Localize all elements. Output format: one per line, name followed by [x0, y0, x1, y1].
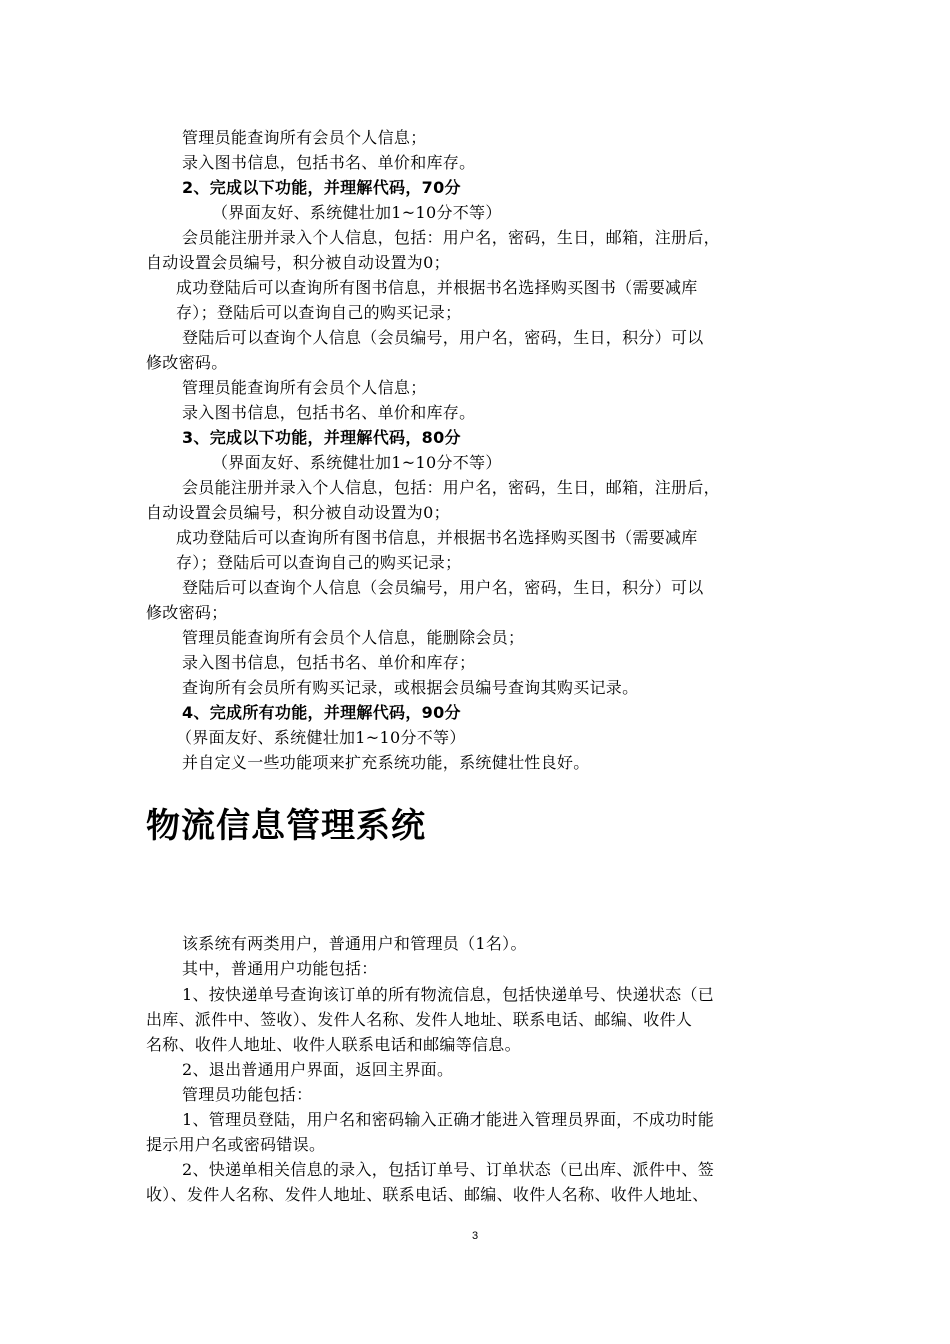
text-line: 2、退出普通用户界面，返回主界面。 — [182, 1060, 454, 1079]
text-line: 会员能注册并录入个人信息，包括：用户名，密码，生日，邮箱，注册后， — [182, 478, 720, 497]
text-line: 查询所有会员所有购买记录，或根据会员编号查询其购买记录。 — [182, 678, 639, 697]
text-line: 1、按快递单号查询该订单的所有物流信息，包括快递单号、快递状态（已 — [182, 985, 715, 1004]
text-line: 登陆后可以查询个人信息（会员编号，用户名，密码，生日，积分）可以 — [182, 578, 704, 597]
text-line: （界面友好、系统健壮加1~10分不等） — [212, 453, 502, 472]
text-line: 修改密码； — [146, 603, 228, 622]
text-line: 录入图书信息，包括书名、单价和库存。 — [182, 403, 476, 422]
text-line: 录入图书信息，包括书名、单价和库存。 — [182, 153, 476, 172]
text-line: 会员能注册并录入个人信息，包括：用户名，密码，生日，邮箱，注册后， — [182, 228, 720, 247]
text-line: （界面友好、系统健壮加1~10分不等） — [212, 203, 502, 222]
text-line: 并自定义一些功能项来扩充系统功能，系统健壮性良好。 — [182, 753, 590, 772]
text-line: 成功登陆后可以查询所有图书信息，并根据书名选择购买图书（需要减库 — [176, 528, 698, 547]
text-line: 1、管理员登陆，用户名和密码输入正确才能进入管理员界面，不成功时能 — [182, 1110, 715, 1129]
item-heading: 2、完成以下功能，并理解代码，70分 — [182, 178, 461, 197]
text-line: 管理员能查询所有会员个人信息； — [182, 128, 427, 147]
text-line: 收）、发件人名称、发件人地址、联系电话、邮编、收件人名称、收件人地址、 — [146, 1185, 709, 1204]
item-heading: 3、完成以下功能，并理解代码，80分 — [182, 428, 461, 447]
text-line: 管理员能查询所有会员个人信息； — [182, 378, 427, 397]
text-line: 修改密码。 — [146, 353, 228, 372]
page-number: 3 — [471, 1230, 479, 1242]
text-line: 提示用户名或密码错误。 — [146, 1135, 326, 1154]
text-line: 2、快递单相关信息的录入，包括订单号、订单状态（已出库、派件中、签 — [182, 1160, 715, 1179]
text-line: 存）；登陆后可以查询自己的购买记录； — [176, 553, 462, 572]
text-line: 自动设置会员编号，积分被自动设置为0； — [146, 503, 450, 522]
text-line: 录入图书信息，包括书名、单价和库存； — [182, 653, 476, 672]
text-line: 该系统有两类用户，普通用户和管理员（1名）。 — [182, 934, 527, 953]
item-heading: 4、完成所有功能，并理解代码，90分 — [182, 703, 461, 722]
text-line: 成功登陆后可以查询所有图书信息，并根据书名选择购买图书（需要减库 — [176, 278, 698, 297]
text-line: 登陆后可以查询个人信息（会员编号，用户名，密码，生日，积分）可以 — [182, 328, 704, 347]
text-line: 自动设置会员编号，积分被自动设置为0； — [146, 253, 450, 272]
text-line: 管理员功能包括： — [182, 1085, 313, 1104]
section-title: 物流信息管理系统 — [146, 806, 426, 846]
text-line: 存）；登陆后可以查询自己的购买记录； — [176, 303, 462, 322]
text-line: 其中，普通用户功能包括： — [182, 959, 378, 978]
text-line: 出库、派件中、签收）、发件人名称、发件人地址、联系电话、邮编、收件人 — [146, 1010, 693, 1029]
text-line: 名称、收件人地址、收件人联系电话和邮编等信息。 — [146, 1035, 521, 1054]
text-line: 管理员能查询所有会员个人信息，能删除会员； — [182, 628, 525, 647]
text-line: （界面友好、系统健壮加1~10分不等） — [176, 728, 466, 747]
